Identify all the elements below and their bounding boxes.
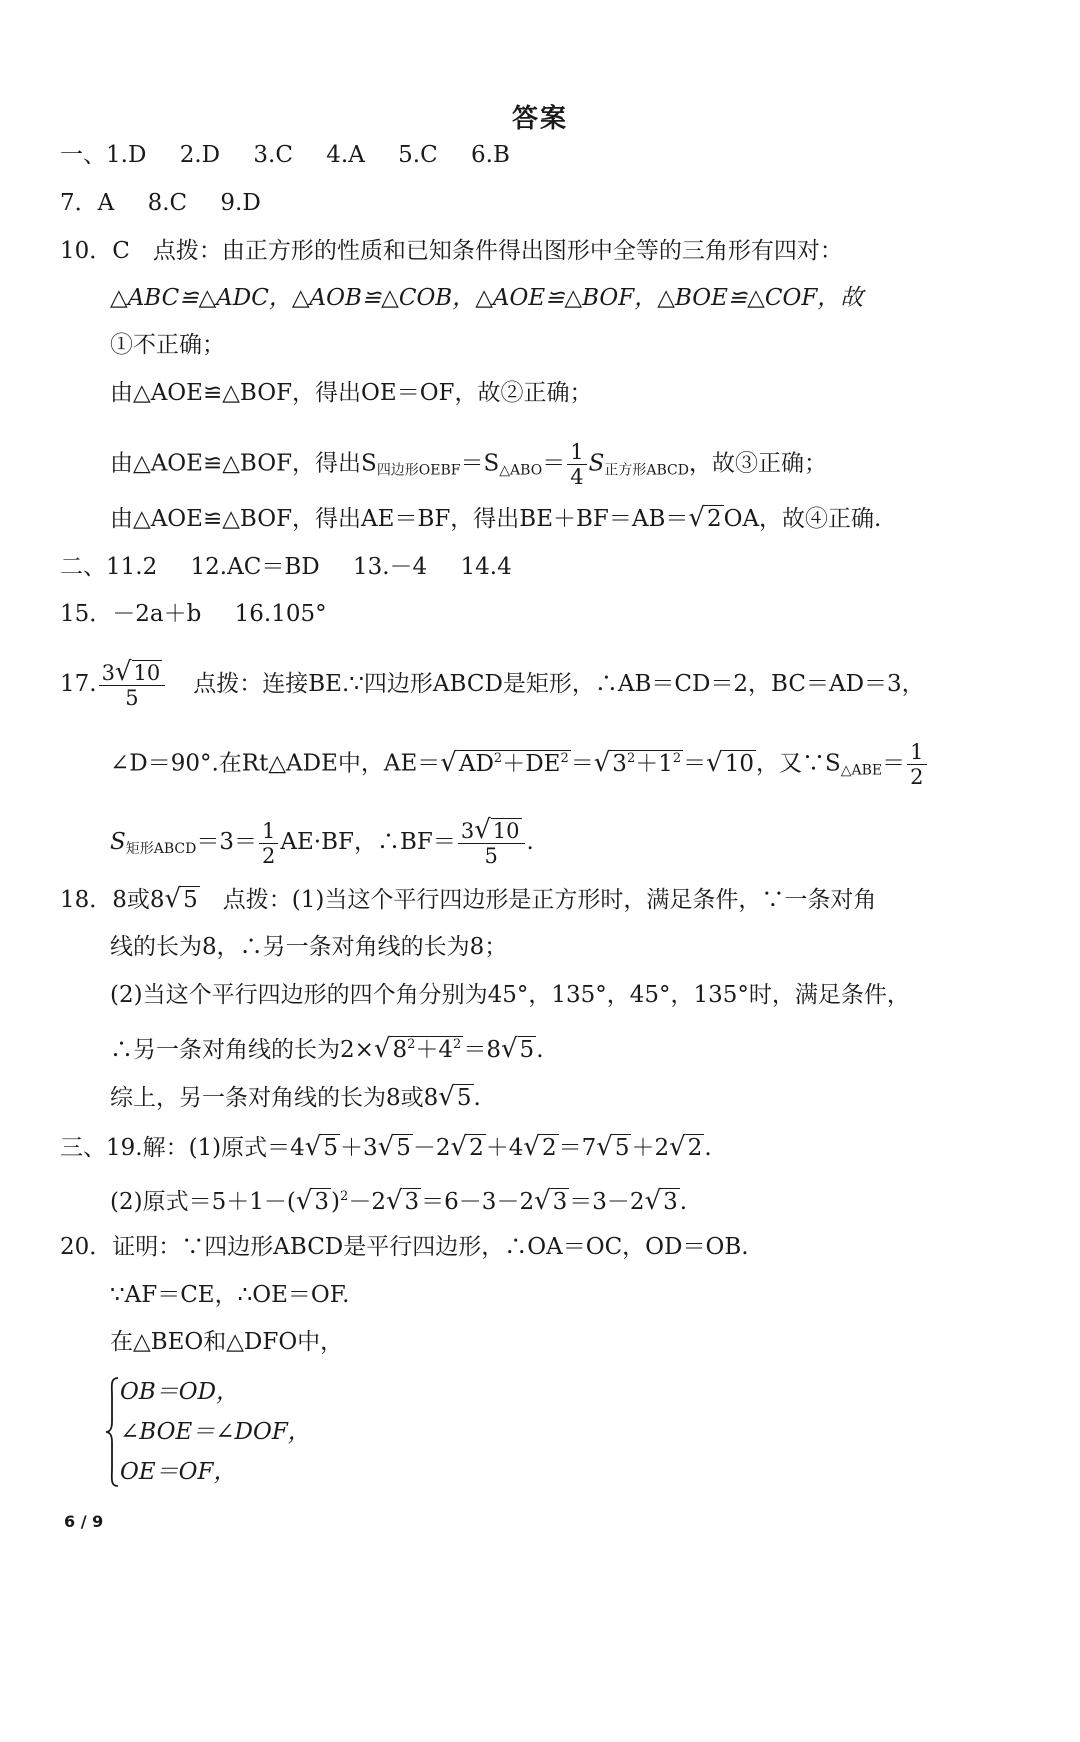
- sqrt-symbol: √10: [114, 657, 161, 687]
- q19-l2-t4: －2: [348, 1189, 386, 1215]
- q18-head-post: 点拨：(1)当这个平行四边形是正方形时，满足条件，∵一条对角: [199, 887, 877, 913]
- q17-answer-fraction: [99, 657, 166, 710]
- answer-6: 6.B: [471, 142, 510, 168]
- q17-l3-fraction-half: [259, 819, 278, 868]
- sqrt-symbol: √5: [304, 1132, 339, 1162]
- sqrt-symbol: √5: [596, 1132, 630, 1162]
- left-brace-icon: [104, 1376, 120, 1488]
- q19-l1-r11: 2: [687, 1135, 703, 1161]
- q10-c4-rad: 2: [706, 506, 722, 532]
- q18-head-rad: 5: [183, 887, 198, 913]
- q17-sq-3: 2: [626, 750, 636, 766]
- q20-case-2: ∠BOE＝∠DOF，: [120, 1419, 311, 1445]
- q10-claim-1: ①不正确；: [110, 332, 225, 358]
- q19-line-1: [60, 1132, 712, 1163]
- q17-l3-rad: 10: [492, 819, 520, 843]
- q19-l2-r7: 3: [552, 1189, 568, 1215]
- q17-rad3: 10: [724, 750, 754, 777]
- q17-ans-coef: 3: [101, 661, 115, 685]
- q17-sq-2: 2: [560, 750, 569, 766]
- q19-l2-r1: 3: [314, 1189, 330, 1215]
- q17-sq-1: 2: [493, 750, 503, 766]
- answer-11: 二、11.2: [60, 554, 158, 580]
- page-number: 6 / 9: [64, 1512, 104, 1531]
- q19-l2-t6: ＝6－3－2: [421, 1189, 535, 1215]
- sqrt-symbol: √5: [438, 1082, 472, 1112]
- q18-l5-pre: 综上，另一条对角线的长为8或8: [110, 1085, 439, 1111]
- sqrt-symbol: √3: [385, 1186, 420, 1216]
- q17-sq-4: 2: [672, 750, 682, 766]
- q19-l1-t10: ＋2: [631, 1135, 670, 1161]
- q17-eq1: ＝: [570, 750, 594, 777]
- q17-rad2-b: ＋1: [635, 750, 673, 777]
- q18-line-2: 线的长为8，∴另一条对角线的长为8；: [110, 934, 508, 960]
- q17-l3-den: 5: [484, 844, 498, 868]
- q19-l2-t8: ＝3－2: [569, 1189, 645, 1215]
- q17-l3-s: S: [110, 829, 126, 855]
- sqrt-symbol: $√3^2+1^2$: [593, 747, 682, 778]
- q18-l4-mid: ＝8: [463, 1037, 501, 1063]
- q17-l3-fnum: 1: [259, 819, 278, 844]
- part1-row2: [60, 188, 261, 218]
- q17-l2-fden: 2: [910, 765, 924, 789]
- q19-line-2: [110, 1182, 687, 1217]
- answer-16: 16.105°: [234, 601, 327, 627]
- q10-c3-post: ，故③正确；: [688, 450, 827, 477]
- q10-claim-3: [110, 440, 827, 489]
- q18-line-4: [110, 1030, 544, 1065]
- part2-row2: [60, 599, 327, 629]
- q10-claim-4: [110, 503, 881, 534]
- q17-ans-den: 5: [125, 686, 139, 710]
- q10-c3-s: S: [588, 450, 605, 477]
- q19-l2-sq: 2: [340, 1189, 349, 1204]
- q18-l4-pre: ∴另一条对角线的长为2×: [110, 1037, 374, 1063]
- q19-l1-t4: －2: [412, 1135, 451, 1161]
- answer-14: 14.4: [460, 554, 512, 580]
- q19-l1-t2: ＋3: [340, 1135, 378, 1161]
- answer-9: 9.D: [220, 190, 261, 216]
- q18-l5-rad: 5: [456, 1085, 472, 1111]
- q20-case-1: OB＝OD，: [120, 1379, 240, 1405]
- q17-l3-eq: ＝3＝: [196, 829, 258, 855]
- q17-l3-mid: AE·BF，∴BF＝: [280, 829, 456, 855]
- q20-case-lines: [120, 1372, 311, 1492]
- q20-case-system: [104, 1372, 364, 1492]
- q10-claim-2: 由△AOE≌△BOF，得出OE＝OF，故②正确；: [110, 380, 593, 406]
- sqrt-symbol: √10: [474, 815, 520, 845]
- q19-l2-t0: (2)原式＝5＋1－(: [110, 1189, 296, 1215]
- sqrt-symbol: √2: [669, 1132, 703, 1162]
- q20-line-3: 在△BEO和△DFO中，: [110, 1329, 344, 1355]
- q17-l2-mid: ，又∵S: [756, 750, 841, 777]
- q19-l1-t0: 三、19.解：(1)原式＝4: [60, 1135, 305, 1161]
- q17-rad1-b: ＋DE: [502, 750, 561, 777]
- q19-l1-r9: 5: [614, 1135, 630, 1161]
- answer-7: 7．A: [60, 190, 115, 216]
- q19-l1-r7: 2: [541, 1135, 557, 1161]
- part1-row1: [60, 140, 510, 170]
- q10-head: 10．C 点拨：由正方形的性质和已知条件得出图形中全等的三角形有四对：: [60, 238, 843, 264]
- q19-l1-t12: .: [704, 1135, 712, 1161]
- answer-4: 4.A: [326, 142, 365, 168]
- sqrt-symbol: √10: [706, 747, 754, 778]
- q10-c3-sub2: △ABO: [499, 462, 543, 479]
- answer-1: 一、1.D: [60, 142, 147, 168]
- sqrt-symbol: √5: [500, 1034, 535, 1064]
- sqrt-symbol: $√AD^2+DE^2$: [440, 747, 569, 778]
- q18-head-pre: 18．8或8: [60, 887, 165, 913]
- q17-l3-coef: 3: [460, 819, 475, 843]
- q18-l4-end: .: [536, 1037, 544, 1063]
- part2-row1: [60, 552, 512, 582]
- answer-15: 15．－2a＋b: [60, 601, 202, 627]
- q17-number: 17.: [60, 671, 97, 697]
- q10-c3-fnum: 1: [567, 440, 586, 465]
- q19-l2-r5: 3: [404, 1189, 420, 1215]
- q20-line-1: 20．证明：∵四边形ABCD是平行四边形，∴OA＝OC，OD＝OB.: [60, 1234, 749, 1260]
- q17-l2-fnum: 1: [907, 740, 926, 765]
- q17-eq2: ＝: [683, 750, 707, 777]
- page-title: 答案: [511, 104, 568, 134]
- q17-line-1: [60, 657, 925, 710]
- q18-line-5: [110, 1082, 481, 1113]
- q10-congruences: △ABC≌△ADC，△AOB≌△COB，△AOE≌△BOF，△BOE≌△COF，故: [110, 285, 864, 311]
- sqrt-symbol: √5: [164, 884, 198, 914]
- sqrt-symbol: √3: [644, 1186, 678, 1216]
- q17-hint: 点拨：连接BE.∵四边形ABCD是矩形，∴AB＝CD＝2，BC＝AD＝3，: [193, 671, 925, 697]
- sqrt-symbol: √5: [377, 1132, 411, 1162]
- sqrt-symbol: $√8^2+4^2$: [373, 1034, 462, 1064]
- answer-12: 12.AC＝BD: [190, 554, 320, 580]
- q18-l4-rad2: 5: [519, 1037, 535, 1063]
- q17-rad2-a: 3: [612, 750, 627, 777]
- q17-line-3: [110, 815, 534, 868]
- q18-rad-b: ＋4: [415, 1037, 454, 1063]
- answer-3: 3.C: [253, 142, 293, 168]
- q18-l5-end: .: [473, 1085, 481, 1111]
- sqrt-symbol: √3: [295, 1186, 330, 1216]
- q17-l2-pre: ∠D＝90°.在Rt△ADE中，AE＝: [110, 750, 441, 777]
- answer-5: 5.C: [398, 142, 438, 168]
- q18-line-1: [60, 884, 876, 915]
- sqrt-symbol: √3: [534, 1186, 568, 1216]
- q18-line-3: (2)当这个平行四边形的四个角分别为45°，135°，45°，135°时，满足条件，: [110, 982, 910, 1008]
- q19-l1-r1: 5: [323, 1135, 339, 1161]
- q19-l1-t8: ＝7: [558, 1135, 597, 1161]
- q17-l3-fden: 2: [262, 843, 276, 868]
- q18-rad-a: 8: [392, 1037, 408, 1063]
- q10-c3-fden: 4: [570, 465, 584, 489]
- q19-l2-t10: .: [679, 1189, 688, 1215]
- q19-l2-r9: 3: [663, 1189, 678, 1215]
- q17-l3-fraction-bf: [458, 815, 525, 868]
- q17-l3-end: .: [526, 829, 534, 855]
- q18-sq-2: 2: [453, 1037, 462, 1052]
- q10-c3-mid: ＝S: [460, 450, 500, 477]
- q17-ans-rad: 10: [133, 661, 161, 685]
- q17-l3-sub: 矩形ABCD: [125, 841, 197, 857]
- q10-c3-sub1: 四边形OEBF: [376, 462, 461, 479]
- q10-c4-post: OA，故④正确.: [723, 506, 882, 532]
- sqrt-symbol: √2: [688, 503, 722, 533]
- q17-l2-sub: △ABE: [840, 762, 883, 779]
- q20-case-3: OE＝OF，: [120, 1459, 237, 1485]
- answer-2: 2.D: [179, 142, 221, 168]
- sqrt-symbol: √2: [523, 1132, 557, 1162]
- q19-l1-r5: 2: [469, 1135, 484, 1161]
- q19-l1-t6: ＋4: [485, 1135, 524, 1161]
- q20-line-2: ∵AF＝CE，∴OE＝OF.: [110, 1282, 350, 1308]
- q10-c4-pre: 由△AOE≌△BOF，得出AE＝BF，得出BE＋BF＝AB＝: [110, 506, 689, 532]
- q17-eq3: ＝: [882, 750, 906, 777]
- q17-rad1-a: AD: [458, 750, 494, 777]
- q17-line-2: [110, 740, 929, 789]
- q17-l2-fraction: [907, 740, 926, 789]
- q10-c3-fraction: [567, 440, 586, 489]
- q10-c3-eq: ＝: [542, 450, 566, 477]
- q19-l1-r3: 5: [396, 1135, 411, 1161]
- answer-13: 13.－4: [352, 554, 428, 580]
- q10-c3-pre: 由△AOE≌△BOF，得出S: [110, 450, 377, 477]
- answer-8: 8.C: [147, 190, 188, 216]
- q19-l2-t2: ): [331, 1189, 341, 1215]
- sqrt-symbol: √2: [450, 1132, 484, 1162]
- q18-sq-1: 2: [407, 1037, 416, 1052]
- q10-c3-sub3: 正方形ABCD: [604, 462, 689, 479]
